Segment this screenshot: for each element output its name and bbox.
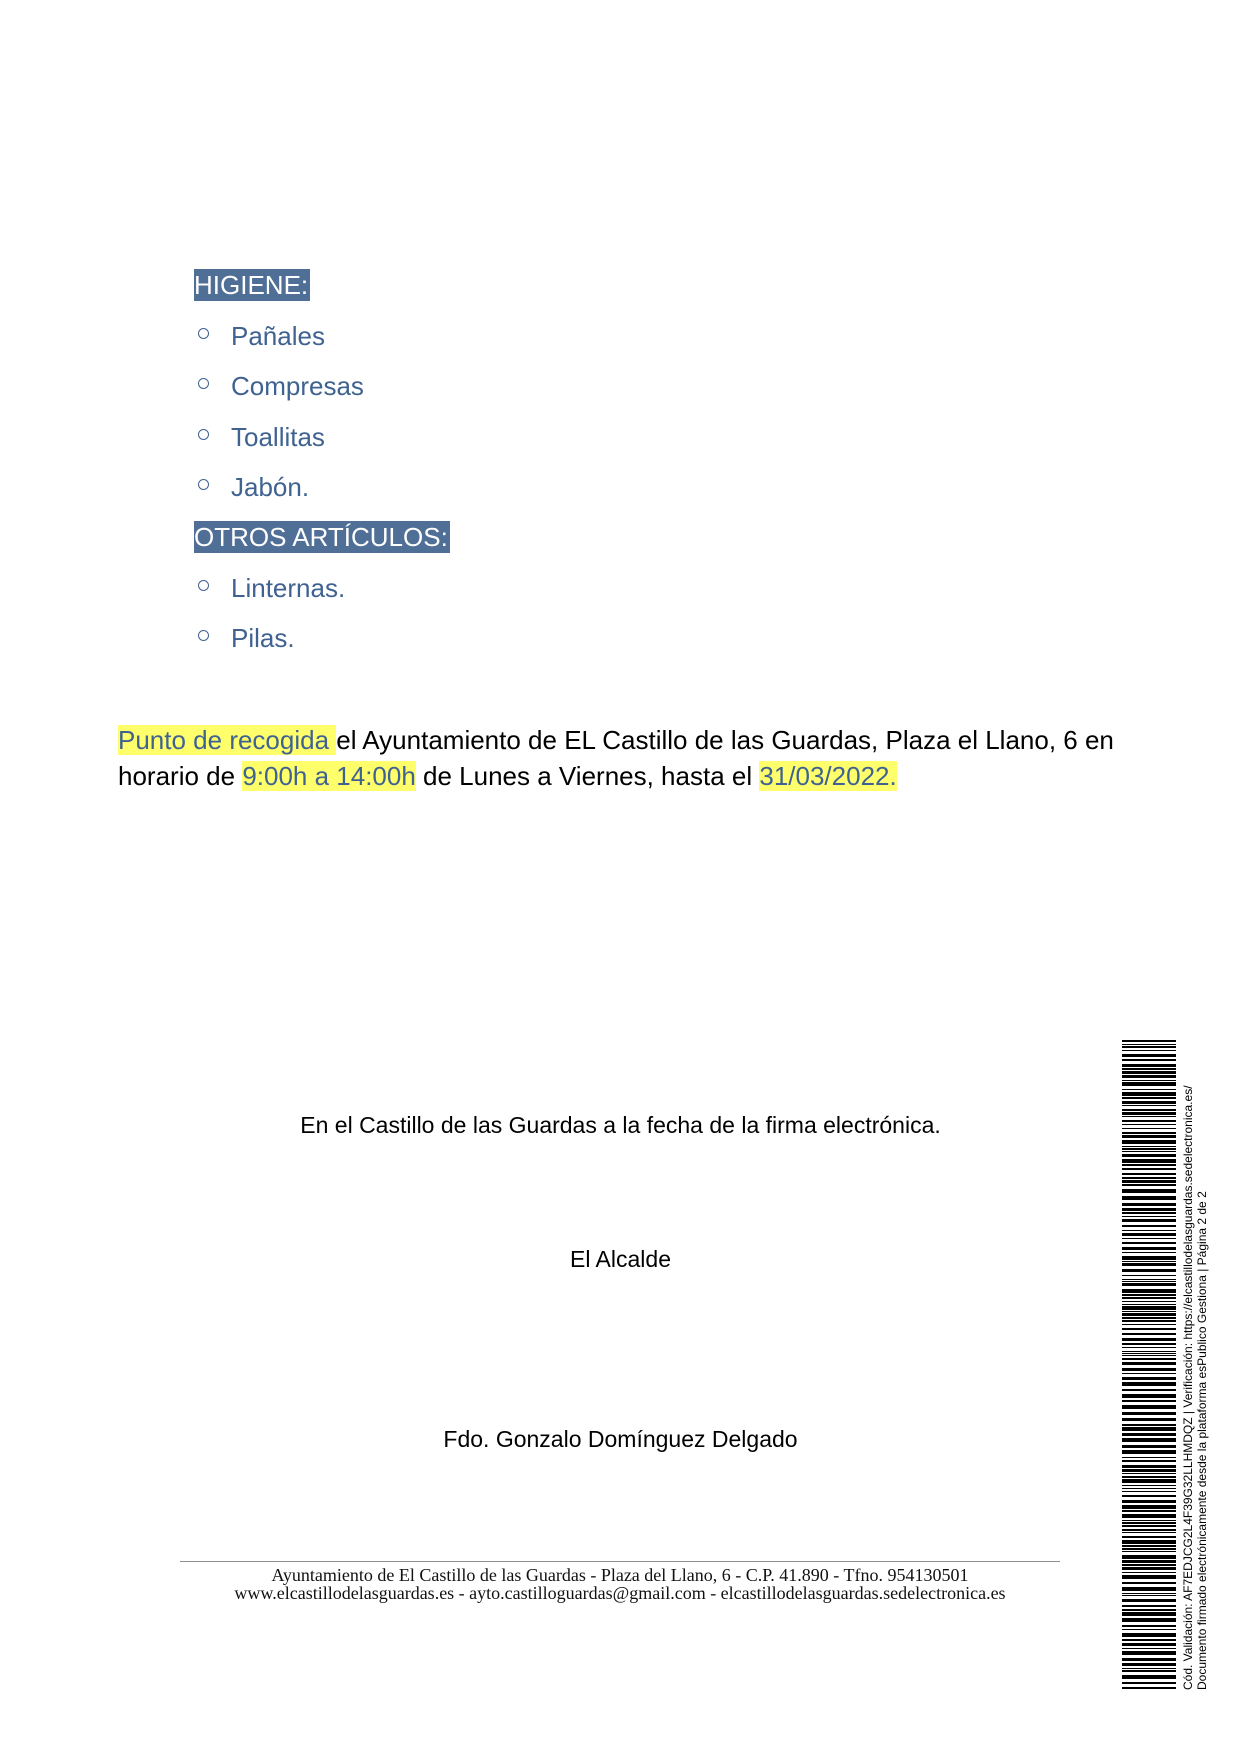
barcode-bar [1122,1116,1176,1117]
barcode-bar [1122,1648,1176,1649]
signature-line: Fdo. Gonzalo Domínguez Delgado [443,1426,798,1452]
barcode-bar [1122,1373,1176,1374]
barcode-bar [1122,1140,1176,1144]
barcode-bar [1122,1109,1176,1111]
barcode-bar [1122,1283,1176,1286]
barcode-bar [1122,1212,1176,1214]
barcode-icon [1122,1040,1176,1690]
barcode-bar [1122,1256,1176,1260]
barcode-bar [1122,1216,1176,1217]
barcode-bar [1122,1457,1176,1458]
barcode-bar [1122,1633,1176,1637]
barcode-bar [1122,1400,1176,1402]
barcode-bar [1122,1082,1176,1086]
barcode-bar [1122,1269,1176,1272]
barcode-bar [1122,1351,1176,1352]
paragraph-text: el Ayuntamiento de EL Castillo de las Guardas, Plaza el Llano, 6 en horario de [118,725,1114,791]
barcode-bar [1122,1089,1176,1090]
list-item [198,572,345,604]
barcode-bar [1122,1687,1176,1689]
barcode-bar [1122,1500,1176,1503]
list-item-label: Jabón. [231,472,310,502]
barcode-bar [1122,1132,1176,1134]
barcode-bar [1122,1311,1176,1312]
barcode-bar [1122,1071,1176,1074]
barcode-bar [1122,1177,1176,1179]
section-heading-higiene: HIGIENE: [194,270,309,300]
barcode-bar [1122,1046,1176,1048]
barcode-bar [1122,1479,1176,1483]
section-heading-otros: OTROS ARTÍCULOS: [194,522,448,552]
barcode-bar [1122,1225,1176,1227]
signature-platform-line: Documento firmado electrónicamente desde la plataforma esPublico Gestiona | Página 2 de 2 [1195,1191,1209,1690]
barcode-bar [1122,1625,1176,1627]
footer-contacts: www.elcastillodelasguardas.es - ayto.castilloguardas@gmail.com - elcastillodelasguardas.sedelectronica.es [234,1583,1006,1603]
barcode-bar [1122,1230,1176,1231]
barcode-bar [1122,1618,1176,1622]
barcode-bar [1122,1075,1176,1078]
barcode-bar [1122,1424,1176,1426]
barcode-bar [1122,1536,1176,1538]
barcode-bar [1122,1219,1176,1222]
barcode-bar [1122,1301,1176,1302]
barcode-bar [1122,1135,1176,1138]
list-item [198,421,325,453]
list-item [198,471,309,503]
barcode-bar [1122,1382,1176,1386]
list-item [198,320,325,352]
barcode-bar [1122,1433,1176,1436]
barcode-bar [1122,1593,1176,1594]
barcode-bar [1122,1612,1176,1616]
barcode-bar [1122,1120,1176,1122]
barcode-bar [1122,1529,1176,1531]
barcode-bar [1122,1151,1176,1152]
barcode-bar [1122,1525,1176,1527]
place-date-line: En el Castillo de las Guardas a la fecha de la firma electrónica. [300,1112,941,1138]
barcode-bar [1122,1196,1176,1200]
barcode-bar [1122,1333,1176,1335]
barcode-bar [1122,1629,1176,1630]
barcode-bar [1122,1599,1176,1602]
barcode-bar [1122,1639,1176,1641]
barcode-bar [1122,1180,1176,1183]
barcode-bar [1122,1389,1176,1391]
collection-point-paragraph [118,722,1138,794]
barcode-bar [1122,1317,1176,1319]
barcode-bar [1122,1080,1176,1081]
barcode-bar [1122,1275,1176,1276]
barcode-bar [1122,1313,1176,1316]
barcode-bar [1122,1555,1176,1559]
barcode-bar [1122,1377,1176,1380]
barcode-bar [1122,1658,1176,1661]
barcode-bar [1122,1663,1176,1666]
barcode-bar [1122,1405,1176,1409]
barcode-bar [1122,1469,1176,1472]
barcode-bar [1122,1560,1176,1563]
barcode-bar [1122,1520,1176,1521]
barcode-bar [1122,1353,1176,1354]
barcode-bar [1122,1488,1176,1489]
paragraph-text: de Lunes a Viernes, hasta el [415,761,760,791]
barcode-bar [1122,1097,1176,1099]
barcode-bar [1122,1572,1176,1573]
barcode-bar [1122,1545,1176,1547]
barcode-bar [1122,1247,1176,1250]
list-item [198,370,364,402]
barcode-bar [1122,1548,1176,1550]
list-item [198,622,295,654]
circle-bullet-icon [198,630,209,641]
signer-role: El Alcalde [569,1246,671,1272]
circle-bullet-icon [198,378,209,389]
barcode-bar [1122,1485,1176,1486]
barcode-bar [1122,1044,1176,1045]
barcode-bar [1122,1238,1176,1239]
barcode-bar [1122,1551,1176,1552]
list-item-label: Linternas. [231,573,346,603]
highlight-hours: 9:00h a 14:00h [242,761,416,791]
barcode-bar [1122,1050,1176,1051]
barcode-bar [1122,1306,1176,1310]
barcode-bar [1122,1514,1176,1518]
barcode-bar [1122,1261,1176,1262]
barcode-bar [1122,1159,1176,1163]
barcode-bar [1122,1651,1176,1655]
barcode-bar [1122,1233,1176,1236]
barcode-bar [1122,1168,1176,1170]
barcode-bar [1122,1532,1176,1533]
list-item-label: Toallitas [231,422,325,452]
barcode-bar [1122,1289,1176,1293]
barcode-bar [1122,1347,1176,1348]
barcode-bar [1122,1279,1176,1280]
barcode-bar [1122,1124,1176,1125]
barcode-bar [1122,1473,1176,1474]
barcode-bar [1122,1184,1176,1186]
barcode-bar [1122,1208,1176,1211]
barcode-bar [1122,1154,1176,1157]
barcode-bar [1122,1460,1176,1462]
barcode-bar [1122,1324,1176,1325]
barcode-bar [1122,1495,1176,1497]
barcode-bar [1122,1040,1176,1042]
barcode-bar [1122,1450,1176,1454]
barcode-bar [1122,1320,1176,1322]
barcode-bar [1122,1595,1176,1596]
barcode-bar [1122,1105,1176,1106]
list-item-label: Pilas. [231,623,295,653]
barcode-bar [1122,1438,1176,1442]
barcode-bar [1122,1068,1176,1070]
barcode-bar [1122,1343,1176,1345]
barcode-bar [1122,1510,1176,1512]
barcode-bar [1122,1294,1176,1296]
barcode-bar [1122,1112,1176,1115]
barcode-bar [1122,1476,1176,1478]
barcode-bar [1122,1203,1176,1206]
list-item-label: Compresas [231,371,364,401]
barcode-bar [1122,1263,1176,1266]
barcode-bar [1122,1643,1176,1646]
barcode-bar [1122,1445,1176,1448]
barcode-bar [1122,1092,1176,1096]
validation-side-text [1181,1085,1209,1690]
validation-code-line: Cód. Validación: AF7EDJCG2L4F39G32LLHMDQZ | Verificación: https://elcastillodelasguardas.sedelectronica.es/ [1181,1085,1195,1690]
barcode-bar [1122,1101,1176,1104]
barcode-bar [1122,1368,1176,1371]
circle-bullet-icon [198,429,209,440]
barcode-bar [1122,1304,1176,1305]
circle-bullet-icon [198,580,209,591]
barcode-bar [1122,1297,1176,1299]
barcode-bar [1122,1173,1176,1175]
barcode-bar [1122,1394,1176,1398]
barcode-bar [1122,1064,1176,1067]
barcode-bar [1122,1054,1176,1057]
highlight-date: 31/03/2022. [759,761,897,791]
barcode-bar [1122,1252,1176,1253]
barcode-bar [1122,1427,1176,1431]
barcode-bar [1122,1505,1176,1509]
barcode-bar [1122,1146,1176,1147]
barcode-bar [1122,1338,1176,1341]
barcode-bar [1122,1668,1176,1669]
circle-bullet-icon [198,479,209,490]
barcode-bar [1122,1128,1176,1129]
barcode-bar [1122,1567,1176,1570]
barcode-bar [1122,1281,1176,1282]
barcode-bar [1122,1522,1176,1524]
barcode-bar [1122,1540,1176,1544]
highlight-punto-recogida: Punto de recogida [118,725,337,755]
footer-address: Ayuntamiento de El Castillo de las Guardas - Plaza del Llano, 6 - C.P. 41.890 - Tfno. 954130501 [271,1565,969,1585]
barcode-bar [1122,1465,1176,1468]
barcode-bar [1122,1670,1176,1672]
barcode-bar [1122,1189,1176,1193]
barcode-bar [1122,1609,1176,1611]
list-item-label: Pañales [231,321,325,351]
barcode-bar [1122,1059,1176,1061]
footer-divider [180,1561,1060,1562]
barcode-bar [1122,1164,1176,1166]
circle-bullet-icon [198,328,209,339]
barcode-bar [1122,1242,1176,1244]
barcode-bar [1122,1587,1176,1591]
barcode-bar [1122,1328,1176,1330]
barcode-bar [1122,1564,1176,1566]
barcode-bar [1122,1412,1176,1415]
barcode-bar [1122,1418,1176,1421]
barcode-bar [1122,1675,1176,1679]
barcode-bar [1122,1575,1176,1579]
barcode-bar [1122,1682,1176,1684]
barcode-bar [1122,1582,1176,1584]
barcode-bar [1122,1358,1176,1360]
barcode-bar [1122,1362,1176,1365]
barcode-bar [1122,1148,1176,1150]
barcode-bar [1122,1605,1176,1607]
barcode-bar [1122,1491,1176,1492]
barcode-bar [1122,1355,1176,1356]
